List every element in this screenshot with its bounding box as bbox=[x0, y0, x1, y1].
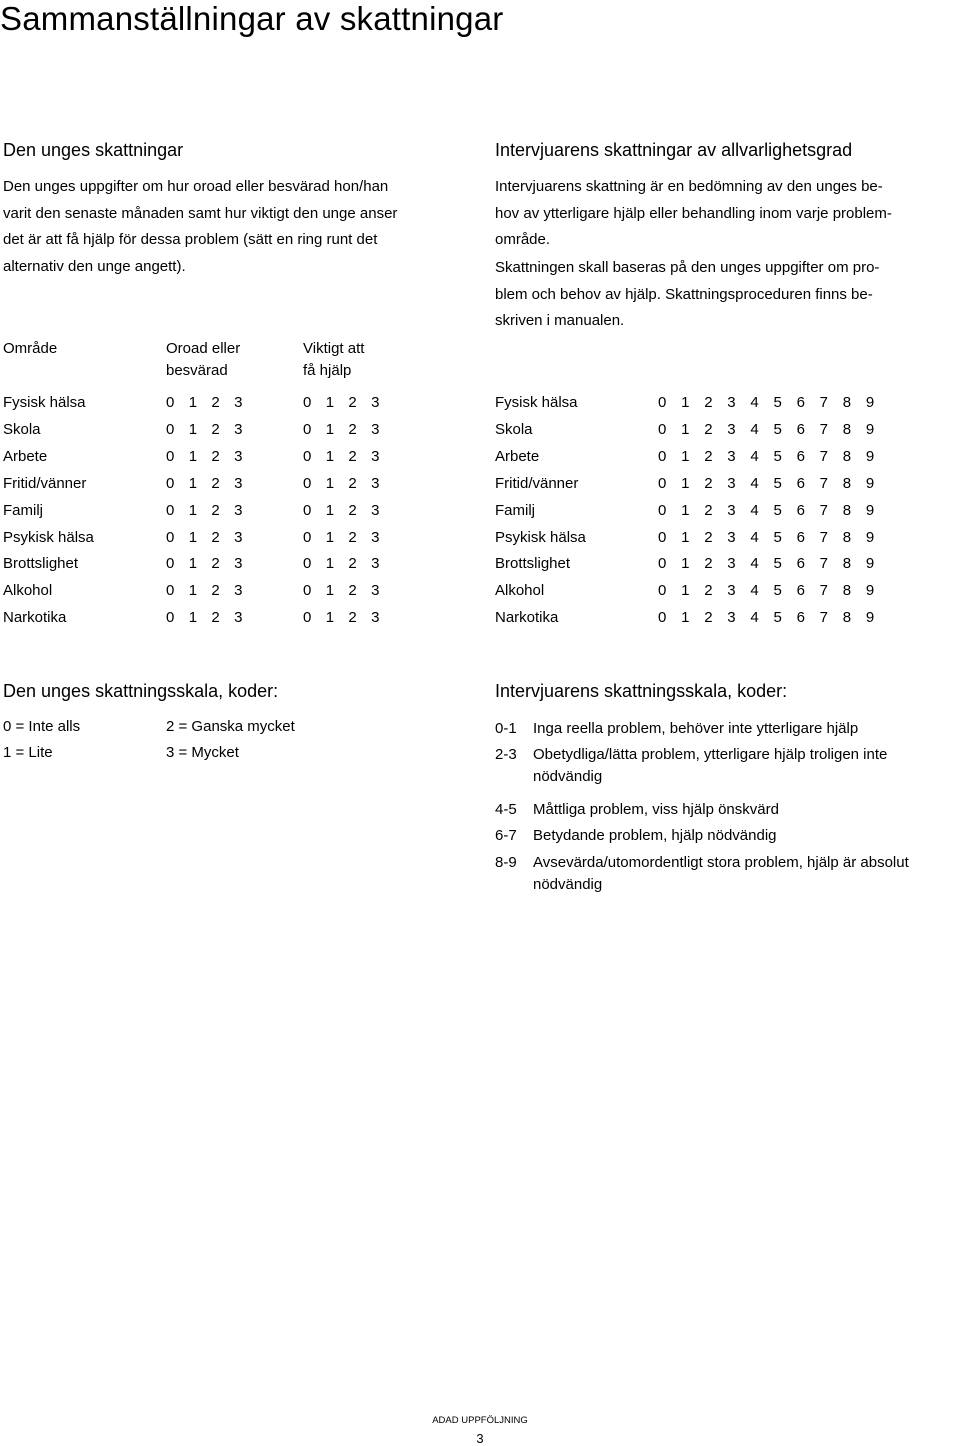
interviewer-scale-1[interactable] bbox=[658, 555, 889, 572]
youth-scale-option[interactable]: 2 bbox=[211, 582, 220, 600]
page-number: 3 bbox=[476, 1431, 484, 1446]
youth-scale-option[interactable]: 1 bbox=[188, 582, 198, 600]
youth-paragraph-line: alternativ den unge angett). bbox=[3, 257, 186, 275]
youth-scale-option[interactable]: 0 bbox=[166, 501, 175, 519]
interviewer-scale-1[interactable] bbox=[658, 582, 889, 599]
interviewer-scale-option[interactable]: 8 bbox=[842, 447, 852, 465]
youth-scale-option[interactable]: 3 bbox=[371, 474, 380, 492]
interviewer-scale-option[interactable]: 5 bbox=[773, 501, 782, 519]
youth-scale-option[interactable]: 2 bbox=[348, 394, 357, 411]
youth-scale-option[interactable]: 1 bbox=[325, 609, 335, 627]
interviewer-scale-option[interactable]: 1 bbox=[681, 609, 690, 627]
interviewer-code-text: Inga reella problem, behöver inte ytterligare hjälp bbox=[533, 720, 859, 737]
youth-scale-option[interactable]: 1 bbox=[188, 394, 198, 411]
youth-scale-option[interactable]: 1 bbox=[325, 420, 335, 438]
interviewer-scale-option[interactable]: 1 bbox=[681, 474, 690, 492]
youth-scale-option[interactable]: 2 bbox=[211, 555, 220, 573]
youth-scale-option[interactable]: 1 bbox=[325, 447, 335, 465]
youth-scale-1[interactable] bbox=[166, 421, 257, 438]
youth-scale-option[interactable]: 0 bbox=[166, 555, 175, 573]
youth-scale-option[interactable]: 0 bbox=[303, 474, 312, 492]
interviewer-scale-option[interactable]: 5 bbox=[773, 582, 782, 600]
interviewer-scale-option[interactable]: 9 bbox=[865, 447, 875, 465]
interviewer-area-label: Fritid/vänner bbox=[495, 474, 579, 492]
youth-scale-option[interactable]: 3 bbox=[234, 555, 243, 573]
interviewer-paragraph-line: Skattningen skall baseras på den unges uppgifter om pro- bbox=[495, 259, 880, 276]
youth-scale-1[interactable] bbox=[166, 555, 257, 572]
interviewer-scale-option[interactable]: 6 bbox=[796, 609, 805, 627]
youth-scale-option[interactable]: 2 bbox=[211, 420, 220, 438]
col-header-worried bbox=[166, 338, 240, 382]
youth-scale-option[interactable]: 0 bbox=[166, 394, 175, 411]
interviewer-scale-option[interactable]: 2 bbox=[704, 474, 713, 492]
interviewer-scale-option[interactable]: 5 bbox=[773, 609, 782, 627]
youth-heading: Den unges skattningar bbox=[3, 140, 184, 160]
youth-area-label: Familj bbox=[3, 501, 43, 519]
interviewer-scale-option[interactable]: 1 bbox=[681, 528, 690, 546]
youth-scale-codes bbox=[3, 718, 463, 768]
youth-scale-option[interactable]: 3 bbox=[234, 528, 243, 546]
interviewer-scale-option[interactable]: 7 bbox=[819, 555, 828, 573]
interviewer-scale-option[interactable]: 6 bbox=[796, 394, 805, 411]
youth-scale-option[interactable]: 3 bbox=[371, 528, 380, 546]
youth-paragraph-line: varit den senaste månaden samt hur viktigt den unge anser bbox=[3, 204, 398, 222]
youth-scale-option[interactable]: 2 bbox=[348, 609, 357, 627]
interviewer-scale-option[interactable]: 2 bbox=[704, 528, 713, 546]
interviewer-scale-1[interactable] bbox=[658, 475, 889, 492]
youth-area-label: Fysisk hälsa bbox=[3, 394, 86, 411]
youth-scale-option[interactable]: 2 bbox=[348, 420, 357, 438]
interviewer-rating-table bbox=[495, 394, 935, 634]
interviewer-scale-option[interactable]: 9 bbox=[865, 609, 875, 627]
interviewer-scale-option[interactable]: 1 bbox=[681, 555, 690, 573]
youth-scale-option[interactable]: 0 bbox=[166, 528, 175, 546]
youth-scale-option[interactable]: 3 bbox=[371, 555, 380, 573]
interviewer-scale-option[interactable]: 7 bbox=[819, 609, 828, 627]
interviewer-scale-option[interactable]: 4 bbox=[750, 447, 759, 465]
youth-rating-table bbox=[3, 394, 463, 634]
youth-scale-option[interactable]: 0 bbox=[303, 609, 312, 627]
youth-scale-option[interactable]: 0 bbox=[303, 528, 312, 546]
interviewer-scale-option[interactable]: 2 bbox=[704, 501, 713, 519]
youth-scale-option[interactable]: 3 bbox=[234, 420, 243, 438]
interviewer-scale-1[interactable] bbox=[658, 609, 889, 626]
interviewer-paragraph-line: blem och behov av hjälp. Skattningsproceduren finns be- bbox=[495, 285, 873, 303]
interviewer-scale-option[interactable]: 8 bbox=[842, 528, 852, 546]
interviewer-scale-option[interactable]: 4 bbox=[750, 609, 759, 627]
youth-scale-2[interactable] bbox=[303, 555, 394, 572]
youth-scale-option[interactable]: 3 bbox=[371, 420, 380, 438]
youth-area-label: Psykisk hälsa bbox=[3, 528, 94, 546]
col-header-area-label: Område bbox=[3, 340, 58, 357]
youth-code: 1 = Lite bbox=[3, 744, 53, 761]
interviewer-scale-option[interactable]: 3 bbox=[727, 555, 736, 573]
interviewer-scale-option[interactable]: 6 bbox=[796, 501, 805, 519]
interviewer-scale-option[interactable]: 9 bbox=[865, 582, 875, 600]
interviewer-scale-option[interactable]: 2 bbox=[704, 555, 713, 573]
youth-scale-option[interactable]: 3 bbox=[371, 447, 380, 465]
interviewer-scale-option[interactable]: 9 bbox=[865, 474, 875, 492]
interviewer-scale-option[interactable]: 6 bbox=[796, 474, 805, 492]
youth-scale-option[interactable]: 2 bbox=[211, 501, 220, 519]
youth-scale-2[interactable] bbox=[303, 529, 394, 546]
interviewer-scale-option[interactable]: 4 bbox=[750, 420, 759, 438]
interviewer-scale-option[interactable]: 1 bbox=[681, 420, 690, 438]
youth-scale-option[interactable]: 0 bbox=[166, 474, 175, 492]
col-header-worried-line: besvärad bbox=[166, 362, 228, 379]
youth-paragraph-line: det är att få hjälp för dessa problem (sätt en ring runt det bbox=[3, 231, 378, 248]
interviewer-scale-option[interactable]: 5 bbox=[773, 394, 782, 411]
youth-scale-option[interactable]: 3 bbox=[234, 609, 243, 627]
interviewer-scale-option[interactable]: 0 bbox=[658, 582, 667, 600]
col-header-help-line: Viktigt att bbox=[303, 340, 365, 357]
youth-area-label: Narkotika bbox=[3, 609, 67, 627]
interviewer-scale-option[interactable]: 3 bbox=[727, 582, 736, 600]
youth-scale-1[interactable] bbox=[166, 529, 257, 546]
footer-label: ADAD UPPFÖLJNING bbox=[432, 1415, 528, 1426]
interviewer-area-label: Psykisk hälsa bbox=[495, 528, 586, 546]
interviewer-scale-option[interactable]: 5 bbox=[773, 474, 782, 492]
youth-area-label: Arbete bbox=[3, 447, 48, 465]
youth-scale-option[interactable]: 1 bbox=[188, 528, 198, 546]
interviewer-area-label: Arbete bbox=[495, 447, 540, 465]
youth-scale-option[interactable]: 3 bbox=[234, 474, 243, 492]
interviewer-code: 0-1 bbox=[495, 720, 517, 737]
interviewer-scale-option[interactable]: 4 bbox=[750, 394, 759, 411]
interviewer-code-text: Måttliga problem, viss hjälp önskvärd bbox=[533, 801, 779, 818]
interviewer-scale-option[interactable]: 7 bbox=[819, 420, 828, 438]
youth-scale-option[interactable]: 1 bbox=[188, 501, 198, 519]
youth-scale-option[interactable]: 2 bbox=[348, 501, 357, 519]
youth-scale-option[interactable]: 3 bbox=[371, 582, 380, 600]
interviewer-scale-1[interactable] bbox=[658, 529, 889, 546]
interviewer-area-label: Narkotika bbox=[495, 609, 559, 627]
interviewer-scale-option[interactable]: 4 bbox=[750, 501, 759, 519]
interviewer-scale-option[interactable]: 2 bbox=[704, 420, 713, 438]
youth-code: 3 = Mycket bbox=[166, 744, 239, 761]
youth-scale-option[interactable]: 0 bbox=[303, 582, 312, 600]
youth-scale-option[interactable]: 0 bbox=[166, 447, 175, 465]
youth-scale-option[interactable]: 1 bbox=[188, 555, 198, 573]
youth-scale-option[interactable]: 3 bbox=[234, 501, 243, 519]
interviewer-paragraph-line: skriven i manualen. bbox=[495, 312, 625, 329]
interviewer-paragraph-line: hov av ytterligare hjälp eller behandling inom varje problem- bbox=[495, 204, 892, 222]
col-header-worried-line: Oroad eller bbox=[166, 340, 241, 357]
youth-code: 2 = Ganska mycket bbox=[166, 718, 295, 735]
interviewer-scale-option[interactable]: 3 bbox=[727, 474, 736, 492]
interviewer-code: 6-7 bbox=[495, 827, 517, 844]
interviewer-scale-option[interactable]: 8 bbox=[842, 609, 852, 627]
interviewer-scale-option[interactable]: 1 bbox=[681, 582, 690, 600]
interviewer-scale-option[interactable]: 0 bbox=[658, 447, 667, 465]
interviewer-scale-option[interactable]: 3 bbox=[727, 501, 736, 519]
youth-code: 0 = Inte alls bbox=[3, 718, 81, 735]
interviewer-code-text: Betydande problem, hjälp nödvändig bbox=[533, 827, 777, 844]
youth-scale-option[interactable]: 1 bbox=[325, 394, 335, 411]
youth-scale-option[interactable]: 1 bbox=[188, 474, 198, 492]
youth-scale-option[interactable]: 1 bbox=[325, 474, 335, 492]
interviewer-heading: Intervjuarens skattningar av allvarlighetsgrad bbox=[495, 140, 853, 160]
interviewer-scale-option[interactable]: 8 bbox=[842, 555, 852, 573]
interviewer-code: 2-3 bbox=[495, 746, 517, 763]
youth-scale-option[interactable]: 1 bbox=[325, 501, 335, 519]
interviewer-scale-option[interactable]: 0 bbox=[658, 474, 667, 492]
youth-scale-option[interactable]: 1 bbox=[188, 609, 198, 627]
interviewer-paragraph-line: Intervjuarens skattning är en bedömning av den unges be- bbox=[495, 178, 883, 195]
interviewer-scale-option[interactable]: 7 bbox=[819, 447, 828, 465]
interviewer-scale-option[interactable]: 3 bbox=[727, 609, 736, 627]
interviewer-scale-option[interactable]: 5 bbox=[773, 420, 782, 438]
youth-scale-option[interactable]: 2 bbox=[211, 609, 220, 627]
interviewer-scale-option[interactable]: 0 bbox=[658, 528, 667, 546]
youth-scale-1[interactable] bbox=[166, 609, 257, 626]
interviewer-scale-option[interactable]: 8 bbox=[842, 582, 852, 600]
interviewer-scale-codes bbox=[495, 718, 935, 898]
interviewer-area-label: Fysisk hälsa bbox=[495, 394, 578, 411]
interviewer-scale-option[interactable]: 9 bbox=[865, 420, 875, 438]
youth-paragraph-line: Den unges uppgifter om hur oroad eller besvärad hon/han bbox=[3, 178, 389, 195]
youth-scale-1[interactable] bbox=[166, 394, 257, 411]
interviewer-scale-option[interactable]: 4 bbox=[750, 582, 759, 600]
youth-scale-option[interactable]: 1 bbox=[188, 447, 198, 465]
interviewer-scale-option[interactable]: 7 bbox=[819, 474, 828, 492]
interviewer-scale-option[interactable]: 8 bbox=[842, 474, 852, 492]
interviewer-scale-option[interactable]: 4 bbox=[750, 528, 759, 546]
interviewer-scale-option[interactable]: 5 bbox=[773, 555, 782, 573]
youth-scale-heading: Den unges skattningsskala, koder: bbox=[3, 681, 279, 701]
youth-scale-2[interactable] bbox=[303, 394, 394, 411]
interviewer-code: 8-9 bbox=[495, 854, 517, 871]
interviewer-scale-option[interactable]: 1 bbox=[681, 447, 690, 465]
interviewer-scale-option[interactable]: 4 bbox=[750, 474, 759, 492]
youth-scale-option[interactable]: 2 bbox=[348, 447, 357, 465]
interviewer-scale-option[interactable]: 3 bbox=[727, 420, 736, 438]
youth-scale-option[interactable]: 1 bbox=[325, 555, 335, 573]
interviewer-scale-option[interactable]: 4 bbox=[750, 555, 759, 573]
col-header-help bbox=[303, 338, 364, 382]
interviewer-scale-option[interactable]: 9 bbox=[865, 528, 875, 546]
interviewer-paragraph-line: område. bbox=[495, 231, 551, 248]
youth-scale-option[interactable]: 2 bbox=[211, 474, 220, 492]
youth-scale-option[interactable]: 3 bbox=[234, 447, 243, 465]
youth-scale-option[interactable]: 3 bbox=[371, 609, 380, 627]
interviewer-scale-option[interactable]: 3 bbox=[727, 528, 736, 546]
interviewer-scale-option[interactable]: 6 bbox=[796, 528, 805, 546]
interviewer-scale-option[interactable]: 6 bbox=[796, 555, 805, 573]
youth-scale-2[interactable] bbox=[303, 502, 394, 519]
youth-scale-option[interactable]: 2 bbox=[211, 447, 220, 465]
interviewer-scale-option[interactable]: 8 bbox=[842, 394, 852, 411]
interviewer-scale-1[interactable] bbox=[658, 448, 889, 465]
youth-scale-option[interactable]: 2 bbox=[348, 474, 357, 492]
interviewer-scale-option[interactable]: 0 bbox=[658, 609, 667, 627]
youth-scale-2[interactable] bbox=[303, 582, 394, 599]
youth-scale-option[interactable]: 3 bbox=[371, 501, 380, 519]
youth-scale-option[interactable]: 2 bbox=[348, 582, 357, 600]
interviewer-scale-option[interactable]: 0 bbox=[658, 555, 667, 573]
interviewer-code-text: Obetydliga/lätta problem, ytterligare hjälp troligen inte nödvändig bbox=[533, 746, 888, 785]
interviewer-scale-option[interactable]: 7 bbox=[819, 501, 828, 519]
youth-scale-option[interactable]: 2 bbox=[348, 528, 357, 546]
youth-area-label: Fritid/vänner bbox=[3, 474, 87, 492]
page-title: Sammanställningar av skattningar bbox=[0, 0, 504, 37]
interviewer-scale-1[interactable] bbox=[658, 502, 889, 519]
interviewer-scale-option[interactable]: 0 bbox=[658, 501, 667, 519]
interviewer-scale-option[interactable]: 5 bbox=[773, 528, 782, 546]
youth-scale-option[interactable]: 3 bbox=[234, 582, 243, 600]
youth-scale-option[interactable]: 0 bbox=[166, 582, 175, 600]
youth-area-label: Brottslighet bbox=[3, 555, 79, 573]
interviewer-scale-option[interactable]: 1 bbox=[681, 501, 690, 519]
youth-scale-1[interactable] bbox=[166, 582, 257, 599]
interviewer-area-label: Alkohol bbox=[495, 582, 545, 600]
interviewer-scale-option[interactable]: 9 bbox=[865, 501, 875, 519]
interviewer-scale-option[interactable]: 2 bbox=[704, 609, 713, 627]
youth-scale-option[interactable]: 0 bbox=[166, 420, 175, 438]
interviewer-scale-1[interactable] bbox=[658, 421, 889, 438]
interviewer-code: 4-5 bbox=[495, 801, 517, 818]
interviewer-scale-option[interactable]: 6 bbox=[796, 582, 805, 600]
youth-scale-2[interactable] bbox=[303, 448, 394, 465]
interviewer-scale-option[interactable]: 5 bbox=[773, 447, 782, 465]
interviewer-scale-option[interactable]: 6 bbox=[796, 420, 805, 438]
youth-scale-option[interactable]: 1 bbox=[188, 420, 198, 438]
interviewer-scale-option[interactable]: 9 bbox=[865, 555, 875, 573]
youth-scale-option[interactable]: 1 bbox=[325, 582, 335, 600]
interviewer-scale-option[interactable]: 7 bbox=[819, 582, 828, 600]
interviewer-scale-option[interactable]: 9 bbox=[865, 394, 875, 411]
youth-scale-option[interactable]: 1 bbox=[325, 528, 335, 546]
youth-scale-option[interactable]: 2 bbox=[348, 555, 357, 573]
youth-scale-2[interactable] bbox=[303, 609, 394, 626]
youth-scale-option[interactable]: 0 bbox=[303, 420, 312, 438]
interviewer-scale-option[interactable]: 0 bbox=[658, 420, 667, 438]
col-header-help-line: få hjälp bbox=[303, 362, 352, 379]
youth-scale-option[interactable]: 2 bbox=[211, 394, 220, 411]
interviewer-scale-option[interactable]: 2 bbox=[704, 582, 713, 600]
youth-scale-1[interactable] bbox=[166, 475, 257, 492]
interviewer-scale-option[interactable]: 3 bbox=[727, 394, 736, 411]
interviewer-scale-option[interactable]: 8 bbox=[842, 420, 852, 438]
youth-scale-option[interactable]: 2 bbox=[211, 528, 220, 546]
interviewer-code-text: Avsevärda/utomordentligt stora problem, hjälp är absolut nödvändig bbox=[533, 854, 909, 893]
interviewer-scale-option[interactable]: 1 bbox=[681, 394, 690, 411]
youth-paragraph bbox=[3, 174, 466, 280]
youth-scale-option[interactable]: 3 bbox=[234, 394, 243, 411]
interviewer-scale-option[interactable]: 3 bbox=[727, 447, 736, 465]
interviewer-scale-option[interactable]: 6 bbox=[796, 447, 805, 465]
youth-scale-option[interactable]: 0 bbox=[166, 609, 175, 627]
youth-scale-1[interactable] bbox=[166, 448, 257, 465]
interviewer-scale-option[interactable]: 2 bbox=[704, 394, 713, 411]
youth-scale-option[interactable]: 0 bbox=[303, 447, 312, 465]
youth-scale-option[interactable]: 0 bbox=[303, 555, 312, 573]
interviewer-scale-1[interactable] bbox=[658, 394, 889, 411]
youth-scale-2[interactable] bbox=[303, 421, 394, 438]
interviewer-scale-option[interactable]: 7 bbox=[819, 394, 828, 411]
youth-scale-1[interactable] bbox=[166, 502, 257, 519]
youth-scale-option[interactable]: 0 bbox=[303, 394, 312, 411]
youth-area-label: Alkohol bbox=[3, 582, 53, 600]
interviewer-scale-option[interactable]: 2 bbox=[704, 447, 713, 465]
youth-scale-option[interactable]: 3 bbox=[371, 394, 380, 411]
interviewer-scale-option[interactable]: 0 bbox=[658, 394, 667, 411]
interviewer-paragraph-1 bbox=[495, 174, 931, 254]
youth-scale-option[interactable]: 0 bbox=[303, 501, 312, 519]
interviewer-area-label: Familj bbox=[495, 501, 535, 519]
interviewer-paragraph-2 bbox=[495, 255, 931, 335]
interviewer-scale-option[interactable]: 8 bbox=[842, 501, 852, 519]
interviewer-scale-heading: Intervjuarens skattningsskala, koder: bbox=[495, 681, 788, 701]
interviewer-scale-option[interactable]: 7 bbox=[819, 528, 828, 546]
col-header-area bbox=[3, 338, 57, 360]
interviewer-area-label: Brottslighet bbox=[495, 555, 571, 573]
youth-scale-2[interactable] bbox=[303, 475, 394, 492]
interviewer-area-label: Skola bbox=[495, 420, 533, 438]
youth-area-label: Skola bbox=[3, 420, 41, 438]
